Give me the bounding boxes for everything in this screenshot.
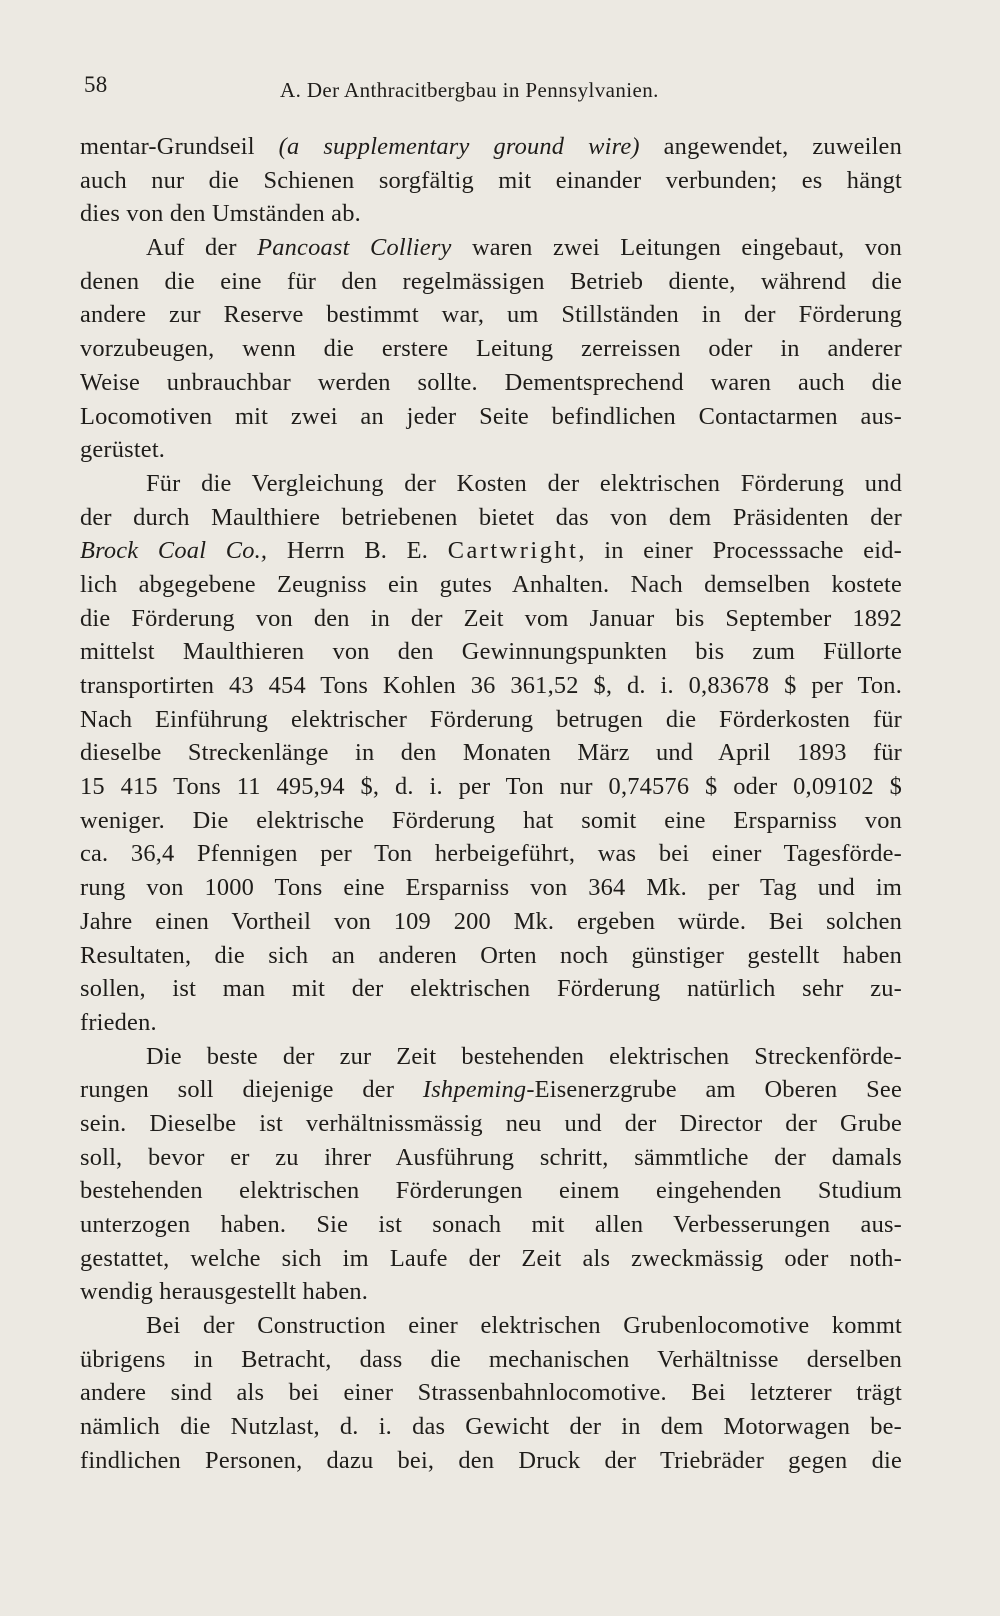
text-segment: angewendet, zuweilen <box>639 133 902 160</box>
text-line <box>80 1006 902 1040</box>
text-line <box>80 332 902 366</box>
italic-segment: Brock Coal Co., <box>80 537 268 565</box>
text-segment: weniger. Die elektrische Förderung hat somit eine Ersparniss von <box>80 806 902 834</box>
text-line <box>80 1309 902 1343</box>
running-head: A. Der Anthracitbergbau in Pennsylvanien. <box>280 78 659 102</box>
text-line <box>80 1343 902 1377</box>
text-segment: mittelst Maulthieren von den Gewinnungspunkten bis zum Füllorte <box>80 638 902 666</box>
text-line <box>80 635 902 669</box>
text-segment: sein. Dieselbe ist verhältnissmässig neu und der Director der Grube <box>80 1109 902 1137</box>
text-segment: mentar-Grundseil <box>80 133 279 160</box>
text-line <box>80 905 902 939</box>
text-line <box>80 298 902 332</box>
text-line <box>80 130 902 164</box>
text-segment: denen die eine für den regelmässigen Betrieb diente, während die <box>80 267 902 295</box>
text-line <box>80 602 902 636</box>
text-line <box>80 939 902 973</box>
text-segment: vorzubeugen, wenn die erstere Leitung zerreissen oder in anderer <box>80 335 902 363</box>
text-line <box>80 669 902 703</box>
text-line <box>80 197 902 231</box>
text-line <box>80 433 902 467</box>
text-segment: übrigens in Betracht, dass die mechanischen Verhältnisse derselben <box>80 1345 902 1373</box>
text-segment: , in einer Processsache eid- <box>578 537 902 565</box>
text-line <box>80 1410 902 1444</box>
text-line <box>80 265 902 299</box>
text-line <box>80 501 902 535</box>
page-number: 58 <box>84 72 108 97</box>
text-segment: wendig herausgestellt haben. <box>80 1278 369 1306</box>
text-line <box>80 1141 902 1175</box>
text-segment: unterzogen haben. Sie ist sonach mit allen Verbesserungen aus- <box>80 1211 902 1238</box>
text-segment: rungen soll diejenige der <box>80 1076 423 1104</box>
text-segment: ca. 36,4 Pfennigen per Ton herbeigeführt, was bei einer Tagesförde- <box>80 840 902 868</box>
text-line <box>80 837 902 871</box>
text-segment: nämlich die Nutzlast, d. i. das Gewicht der in dem Motorwagen be- <box>80 1413 902 1441</box>
text-segment: sollen, ist man mit der elektrischen Förderung natürlich sehr zu- <box>80 975 902 1003</box>
italic-segment: Ishpeming <box>422 1076 527 1104</box>
text-segment: Locomotiven mit zwei an jeder Seite befindlichen Contactarmen aus- <box>80 402 902 430</box>
text-line <box>80 703 902 737</box>
text-segment: -Eisenerzgrube am Oberen See <box>526 1076 902 1104</box>
text-segment: transportirten 43 454 Tons Kohlen 36 361,52 $, d. i. 0,83678 $ per Ton. <box>80 672 902 699</box>
text-segment: Resultaten, die sich an anderen Orten noch günstiger gestellt haben <box>80 941 902 969</box>
text-segment: Für die Vergleichung der Kosten der elektrischen Förderung und <box>146 469 902 497</box>
text-segment: Nach Einführung elektrischer Förderung betrugen die Förderkosten für <box>80 705 902 733</box>
text-line <box>80 736 902 770</box>
text-line <box>80 1242 902 1276</box>
text-segment: andere sind als bei einer Strassenbahnlocomotive. Bei letzterer trägt <box>80 1379 902 1407</box>
text-line <box>80 568 902 602</box>
text-line <box>80 400 902 434</box>
text-line <box>80 1208 902 1242</box>
text-segment: Auf der <box>146 234 258 262</box>
text-segment: Bei der Construction einer elektrischen Grubenlocomotive kommt <box>146 1312 902 1340</box>
italic-segment: Pancoast Colliery <box>257 234 452 262</box>
text-segment: andere zur Reserve bestimmt war, um Stillständen in der Förderung <box>80 301 902 329</box>
text-line <box>80 164 902 198</box>
text-line <box>80 1107 902 1141</box>
text-segment: gestattet, welche sich im Laufe der Zeit als zweckmässig oder noth- <box>80 1244 902 1272</box>
text-line <box>80 1040 902 1074</box>
text-segment: gerüstet. <box>80 436 166 464</box>
text-line <box>80 871 902 905</box>
text-segment: 15 415 Tons 11 495,94 $, d. i. per Ton nur 0,74576 $ oder 0,09102 $ <box>80 773 902 801</box>
text-segment: die Förderung von den in der Zeit vom Januar bis September 1892 <box>80 604 902 632</box>
text-segment: Jahre einen Vortheil von 109 200 Mk. ergeben würde. Bei solchen <box>80 907 902 935</box>
text-segment: lich abgegebene Zeugniss ein gutes Anhalten. Nach demselben kostete <box>80 570 902 598</box>
text-line <box>80 1073 902 1107</box>
text-line <box>80 231 902 265</box>
text-line <box>80 1376 902 1410</box>
text-line <box>80 770 902 804</box>
page-header <box>84 72 904 104</box>
text-segment: soll, bevor er zu ihrer Ausführung schritt, sämmtliche der damals <box>80 1143 902 1171</box>
spaced-name-segment: Cartwright <box>447 537 579 565</box>
text-line <box>80 972 902 1006</box>
text-line <box>80 1275 902 1309</box>
text-segment: Herrn B. E. <box>267 537 448 565</box>
text-segment: waren zwei Leitungen eingebaut, von <box>451 234 902 262</box>
text-segment: der durch Maulthiere betriebenen bietet das von dem Präsidenten der <box>80 503 902 531</box>
text-segment: frieden. <box>80 1008 157 1036</box>
text-segment: findlichen Personen, dazu bei, den Druck der Triebräder gegen die <box>80 1446 902 1474</box>
text-segment: dies von den Umständen ab. <box>80 200 361 228</box>
text-line <box>80 366 902 400</box>
body-text <box>80 130 902 1478</box>
text-line <box>80 1444 902 1478</box>
text-segment: Die beste der zur Zeit bestehenden elektrischen Streckenförde- <box>146 1042 902 1070</box>
text-segment: bestehenden elektrischen Förderungen einem eingehenden Studium <box>80 1177 902 1205</box>
text-segment: rung von 1000 Tons eine Ersparniss von 364 Mk. per Tag und im <box>80 874 902 902</box>
text-segment: auch nur die Schienen sorgfältig mit einander verbunden; es hängt <box>80 166 902 194</box>
text-segment: Weise unbrauchbar werden sollte. Dementsprechend waren auch die <box>80 368 902 396</box>
text-line <box>80 1174 902 1208</box>
text-line <box>80 467 902 501</box>
italic-segment: (a supplementary ground wire) <box>278 133 640 160</box>
text-line <box>80 534 902 568</box>
text-segment: dieselbe Streckenlänge in den Monaten März und April 1893 für <box>80 739 902 767</box>
text-line <box>80 804 902 838</box>
